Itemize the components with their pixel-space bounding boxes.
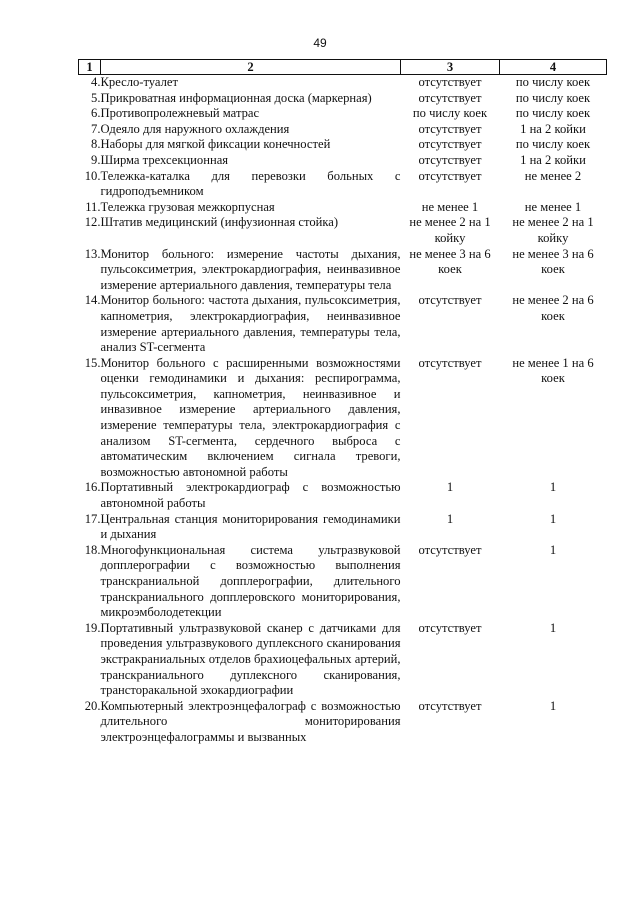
row-col-4: 1 [549,542,557,557]
table-row [79,75,607,91]
row-name: Штатив медицинский (инфузионная стойка) [100,215,339,230]
row-name: Центральная станция мониторирования гемодинамики и дыхания [100,511,401,542]
table-row [79,106,607,122]
row-col-4: 1 [549,511,557,526]
row-name: Кресло-туалет [100,75,179,89]
row-number: 4. [91,75,101,89]
row-col-4: по числу коек [515,137,591,152]
row-col-4: 1 [549,620,557,635]
row-col-4: 1 [549,698,557,713]
row-col-3: отсутствует [418,152,482,167]
row-number: 9. [91,152,101,167]
row-number: 14. [84,293,101,308]
row-number: 17. [84,511,101,526]
row-name: Портативный ультразвуковой сканер с датчиками для проведения ультразвукового дуплексного сканирования экстракраниальных отделов брахиоцефальных артерий, транскраниального дуплексного сканирования, трансторакальной эхокардиографии [100,620,401,698]
table-row [79,200,607,216]
row-name: Компьютерный электроэнцефалограф с возможностью длительного мониторирования электроэнцефалограммы и вызванных [100,698,401,744]
row-name: Ширма трехсекционная [100,152,229,167]
table-row [79,169,607,200]
row-col-3: отсутствует [418,121,482,136]
row-number: 5. [91,90,101,105]
row-col-3: отсутствует [418,620,482,635]
row-col-3: отсутствует [418,168,482,183]
header-col-2: 2 [101,60,401,75]
row-col-4: 1 [549,480,557,495]
header-col-4: 4 [500,60,607,75]
table-row [79,621,607,699]
table-header [79,60,607,75]
row-name: Тележка-каталка для перевозки больных с гидроподъемником [100,168,401,199]
table-row [79,293,607,355]
row-col-3: отсутствует [418,355,482,370]
table-row [79,122,607,138]
row-col-4: по числу коек [515,90,591,105]
row-col-4: по числу коек [515,106,591,121]
row-col-3: 1 [446,511,454,526]
row-number: 12. [84,215,101,230]
row-name: Монитор больного: частота дыхания, пульсоксиметрия, капнометрия, электрокардиография, неинвазивное измерение артериального давления, температуры тела, анализ ST-сегмента [100,293,401,355]
row-col-3: отсутствует [418,137,482,152]
table-row [79,512,607,543]
table-row [79,699,607,746]
row-col-4: не менее 1 [524,199,582,214]
row-col-4: не менее 2 на 6 коек [512,293,594,323]
row-col-4: по числу коек [515,75,591,89]
row-number: 16. [84,480,101,495]
row-name: Тележка грузовая межкорпусная [100,199,275,214]
table-row [79,137,607,153]
table-row [79,356,607,481]
row-col-3: отсутствует [418,698,482,713]
row-name: Монитор больного с расширенными возможностями оценки гемодинамики и дыхания: респирограмма, пульсоксиметрия, капнометрия, неинвазивное и инвазивное измерение артериального давления, измерение температуры тела, электрокардиография с анализом ST-сегмента, сердечного выброса с автоматическим включением сигнала тревоги, возможностью автономной работы [100,355,401,479]
row-name: Многофункциональная система ультразвуковой допплерографии с возможностью выполнения транскраниальной допплерографии, длительного транскраниального допплеровского мониторирования, микроэмболодетекции [100,542,401,620]
row-col-3: не менее 3 на 6 коек [409,246,491,277]
equipment-table [78,59,607,746]
row-name: Противопролежневый матрас [100,106,260,121]
row-number: 18. [84,542,101,557]
row-col-3: отсутствует [418,542,482,557]
row-number: 7. [91,121,101,136]
row-col-4: не менее 3 на 6 коек [512,246,594,277]
row-col-3: не менее 2 на 1 койку [409,215,491,245]
row-name: Одеяло для наружного охлаждения [100,121,290,136]
row-number: 11. [85,199,101,214]
row-col-4: не менее 1 на 6 коек [512,355,594,386]
table-row [79,91,607,107]
table-row [79,247,607,294]
row-col-3: не менее 1 [421,199,479,214]
row-col-3: отсутствует [418,75,482,89]
table-body [79,75,607,746]
row-number: 15. [84,355,101,370]
table-row [79,153,607,169]
row-number: 6. [91,106,101,121]
table-row [79,543,607,621]
row-col-4: не менее 2 [524,168,582,183]
row-number: 8. [91,137,101,152]
row-col-3: отсутствует [418,90,482,105]
row-col-3: 1 [446,480,454,495]
table-row [79,215,607,246]
row-name: Монитор больного: измерение частоты дыхания, пульсоксиметрия, электрокардиография, неинвазивное измерение артериального давления, температуры тела [100,246,401,292]
header-col-3: 3 [401,60,500,75]
row-number: 10. [84,168,101,183]
row-name: Наборы для мягкой фиксации конечностей [100,137,331,152]
row-col-4: не менее 2 на 1 койку [512,215,594,245]
row-name: Портативный электрокардиограф с возможностью автономной работы [100,480,401,511]
row-name: Прикроватная информационная доска (маркерная) [100,90,372,105]
row-col-4: 1 на 2 койки [520,152,586,167]
row-number: 13. [84,246,101,261]
row-number: 20. [84,698,101,713]
row-number: 19. [84,620,101,635]
page-number: 49 [313,36,327,50]
header-col-1: 1 [79,60,101,75]
table-row [79,480,607,511]
row-col-3: по числу коек [412,106,488,121]
row-col-4: 1 на 2 койки [520,121,586,136]
row-col-3: отсутствует [418,293,482,308]
